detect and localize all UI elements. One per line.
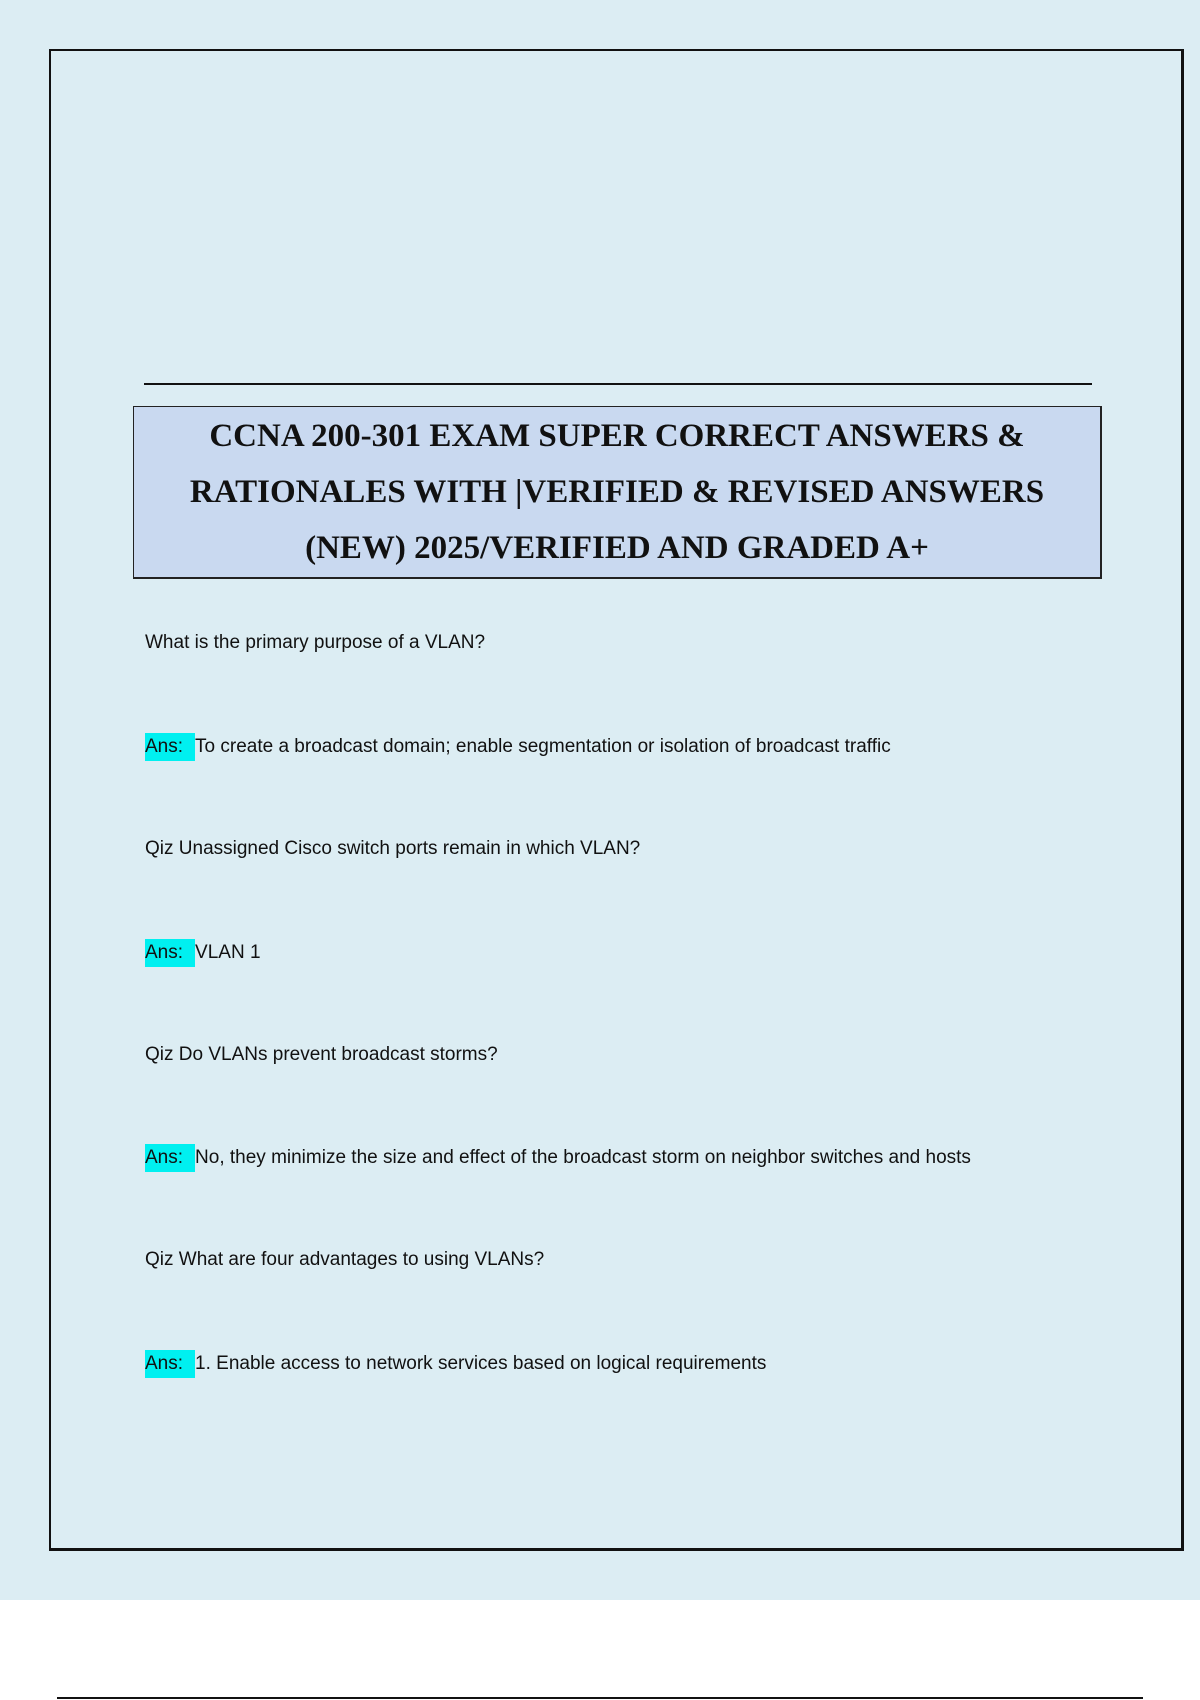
question-2: Qiz Unassigned Cisco switch ports remain in which VLAN?: [145, 838, 641, 859]
question-3: Qiz Do VLANs prevent broadcast storms?: [145, 1044, 498, 1065]
answer-3: No, they minimize the size and effect of the broadcast storm on neighbor switches and hosts: [195, 1147, 971, 1168]
title-banner: [133, 406, 1102, 579]
answer-label-highlight: Ans:: [145, 939, 195, 967]
answer-2: VLAN 1: [195, 942, 261, 963]
answer-4-line: [145, 1350, 766, 1378]
page-border-frame: [49, 49, 1184, 1551]
answer-1: To create a broadcast domain; enable segmentation or isolation of broadcast traffic: [195, 736, 891, 757]
answer-2-line: [145, 939, 261, 967]
answer-label-highlight: Ans:: [145, 1144, 195, 1172]
top-divider-line: [144, 383, 1092, 385]
answer-label-highlight: Ans:: [145, 1350, 195, 1378]
question-4: Qiz What are four advantages to using VLANs?: [145, 1249, 545, 1270]
bottom-divider-line: [57, 1697, 1143, 1699]
answer-4: 1. Enable access to network services based on logical requirements: [195, 1353, 767, 1374]
question-1: What is the primary purpose of a VLAN?: [145, 632, 486, 653]
document-title: CCNA 200-301 EXAM SUPER CORRECT ANSWERS & RATIONALES WITH |VERIFIED & REVISED ANSWERS (NEW) 2025/VERIFIED AND GRADED A+: [189, 418, 1045, 566]
answer-1-line: [145, 733, 891, 761]
answer-label-highlight: Ans:: [145, 733, 195, 761]
answer-3-line: [145, 1144, 971, 1172]
